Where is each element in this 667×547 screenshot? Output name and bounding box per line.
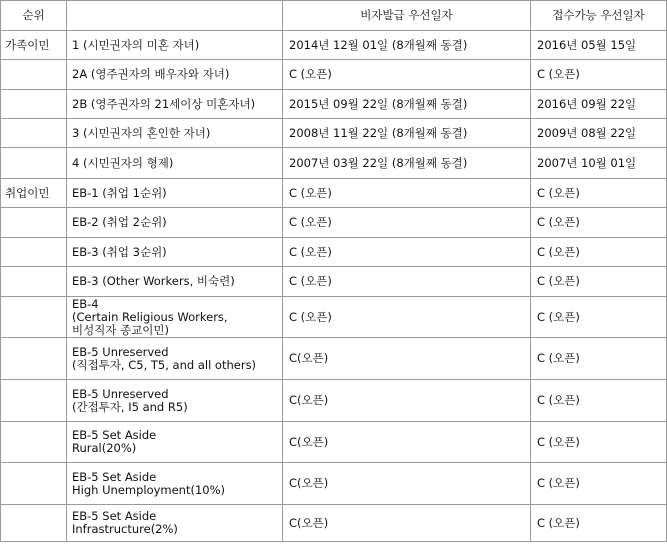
visa-date-cell: 2014년 12월 01일 (8개월째 동결): [283, 31, 531, 60]
table-row: [1, 338, 667, 380]
visa-date-cell: C(오픈): [283, 505, 531, 542]
visa-date-cell: C(오픈): [283, 422, 531, 463]
filing-date-cell: C (오픈): [531, 463, 667, 505]
filing-date-cell: 2016년 09월 22일: [531, 90, 667, 119]
category-cell: [1, 90, 67, 119]
category-item-line: 4 (시민권자의 형제): [72, 155, 174, 170]
category-item-line: EB-1 (취업 1순위): [72, 185, 167, 200]
category-item-line: 2A (영주권자의 배우자와 자녀): [72, 67, 230, 81]
table-row: [1, 238, 667, 267]
category-item-cell: [67, 505, 283, 542]
category-cell: [1, 148, 67, 179]
category-cell: [1, 338, 67, 380]
category-item-cell: [67, 338, 283, 380]
header-row: [1, 1, 667, 31]
category-item-line: 1 (시민권자의 미혼 자녀): [72, 37, 200, 52]
header-filing-date: 접수가능 우선일자: [531, 1, 667, 31]
table-row: [1, 208, 667, 238]
category-cell: [1, 422, 67, 463]
category-cell: [1, 505, 67, 542]
visa-date-cell: C (오픈): [283, 238, 531, 267]
filing-date-cell: 2007년 10월 01일: [531, 148, 667, 179]
visa-date-cell: 2015년 09월 22일 (8개월째 동결): [283, 90, 531, 119]
table-row: [1, 119, 667, 148]
filing-date-cell: C (오픈): [531, 267, 667, 297]
category-cell: 가족이민: [1, 31, 67, 60]
visa-date-cell: 2008년 11월 22일 (8개월째 동결): [283, 119, 531, 148]
filing-date-cell: C (오픈): [531, 297, 667, 338]
category-item-cell: [67, 148, 283, 179]
category-cell: [1, 297, 67, 338]
visa-date-cell: 2007년 03월 22일 (8개월째 동결): [283, 148, 531, 179]
category-item-line: High Unemployment(10%): [72, 482, 226, 497]
table-row: [1, 267, 667, 297]
category-item-line: 2B (영주권자의 21세이상 미혼자녀): [72, 96, 256, 111]
category-item-line: EB-5 Set Aside: [72, 469, 157, 484]
table-row: [1, 90, 667, 119]
category-cell: [1, 380, 67, 422]
visa-date-cell: C (오픈): [283, 297, 531, 338]
category-cell: [1, 208, 67, 238]
visa-date-cell: C (오픈): [283, 60, 531, 90]
category-item-line: (직접투자, C5, T5, and all others): [72, 357, 257, 372]
category-item-line: (간접투자, I5 and R5): [72, 399, 188, 414]
visa-date-cell: C(오픈): [283, 338, 531, 380]
category-item-line: 비성직자 종교이민): [72, 322, 170, 337]
table-row: [1, 463, 667, 505]
table-row: [1, 60, 667, 90]
category-item-cell: [67, 463, 283, 505]
header-rank: 순위: [1, 1, 67, 31]
category-item-line: EB-5 Set Aside: [72, 428, 157, 442]
category-item-line: EB-3 (취업 3순위): [72, 244, 167, 259]
category-cell: [1, 119, 67, 148]
category-cell: [1, 267, 67, 297]
filing-date-cell: C (오픈): [531, 505, 667, 542]
filing-date-cell: 2016년 05월 15일: [531, 31, 667, 60]
visa-date-cell: C(오픈): [283, 380, 531, 422]
header-visa-date: 비자발급 우선일자: [283, 1, 531, 31]
category-item-line: 3 (시민권자의 혼인한 자녀): [72, 125, 211, 140]
category-item-line: Infrastructure(2%): [72, 522, 178, 536]
filing-date-cell: C (오픈): [531, 179, 667, 208]
table-row: [1, 179, 667, 208]
category-item-cell: [67, 31, 283, 60]
category-item-cell: [67, 208, 283, 238]
category-item-line: EB-3 (Other Workers, 비숙련): [72, 274, 235, 288]
filing-date-cell: C (오픈): [531, 60, 667, 90]
table-row: [1, 148, 667, 179]
filing-date-cell: C (오픈): [531, 208, 667, 238]
category-item-cell: [67, 267, 283, 297]
category-item-cell: [67, 179, 283, 208]
filing-date-cell: C (오픈): [531, 238, 667, 267]
category-item-cell: [67, 90, 283, 119]
category-item-cell: [67, 119, 283, 148]
visa-date-cell: C (오픈): [283, 267, 531, 297]
table-row: [1, 31, 667, 60]
table-row: [1, 505, 667, 542]
category-cell: [1, 238, 67, 267]
category-cell: [1, 463, 67, 505]
category-item-line: EB-4: [72, 296, 99, 311]
category-item-cell: [67, 380, 283, 422]
category-cell: 취업이민: [1, 179, 67, 208]
category-item-line: EB-2 (취업 2순위): [72, 215, 167, 229]
filing-date-cell: C (오픈): [531, 338, 667, 380]
category-cell: [1, 60, 67, 90]
category-item-cell: [67, 60, 283, 90]
category-item-line: (Certain Religious Workers,: [72, 309, 228, 324]
table-row: [1, 422, 667, 463]
category-item-cell: [67, 297, 283, 338]
category-item-line: Rural(20%): [72, 441, 137, 455]
category-item-cell: [67, 422, 283, 463]
visa-date-cell: C (오픈): [283, 208, 531, 238]
visa-date-cell: C(오픈): [283, 463, 531, 505]
visa-date-cell: C (오픈): [283, 179, 531, 208]
filing-date-cell: C (오픈): [531, 380, 667, 422]
category-item-cell: [67, 238, 283, 267]
category-item-line: EB-5 Unreserved: [72, 344, 169, 359]
category-item-line: EB-5 Unreserved: [72, 386, 169, 401]
table-row: [1, 297, 667, 338]
filing-date-cell: 2009년 08월 22일: [531, 119, 667, 148]
category-item-line: EB-5 Set Aside: [72, 509, 157, 523]
table-row: [1, 380, 667, 422]
header-item: [67, 1, 283, 31]
filing-date-cell: C (오픈): [531, 422, 667, 463]
